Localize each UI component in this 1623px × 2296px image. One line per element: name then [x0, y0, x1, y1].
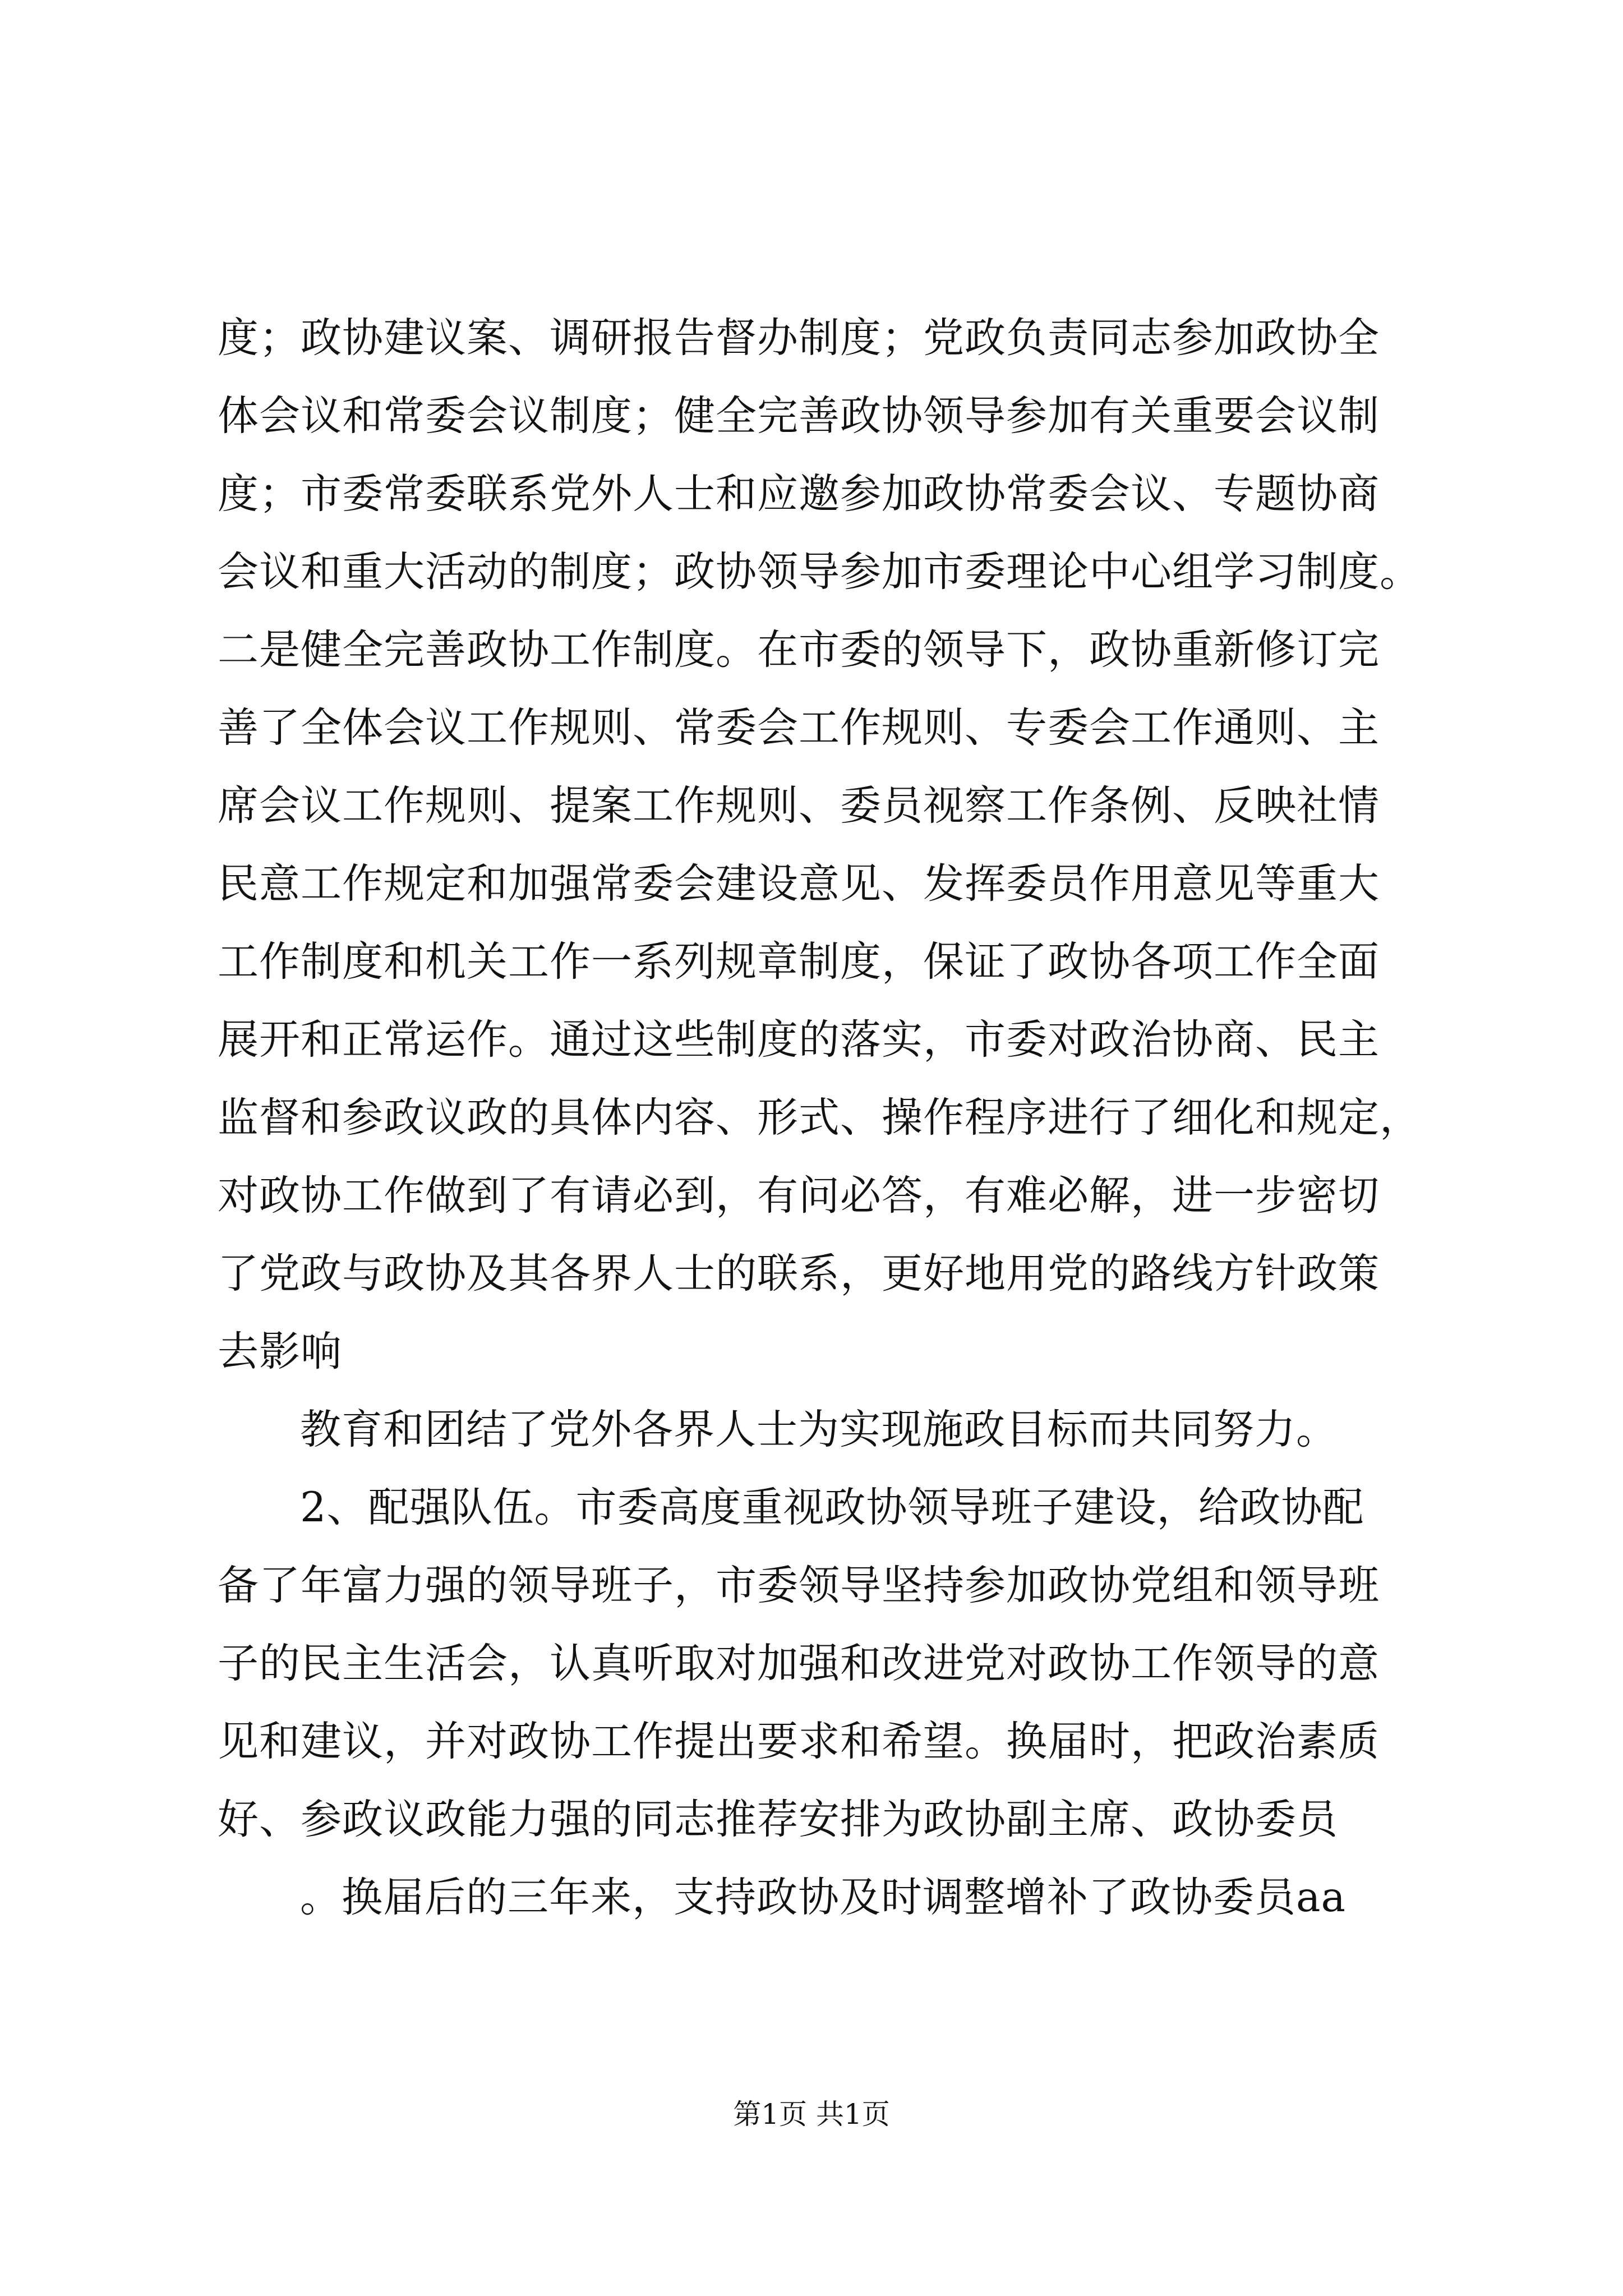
body-text-line: 工作制度和机关工作一系列规章制度，保证了政协各项工作全面	[218, 938, 1380, 986]
paragraph-first-line: 。换届后的三年来，支持政协及时调整增补了政协委员aa	[300, 1874, 1347, 1921]
body-text-line: 会议和重大活动的制度；政协领导参加市委理论中心组学习制度。	[218, 548, 1421, 596]
paragraph-first-line: 2、配强队伍。市委高度重视政协领导班子建设，给政协配	[300, 1484, 1364, 1531]
body-text-line: 度；政协建议案、调研报告督办制度；党政负责同志参加政协全	[218, 314, 1380, 362]
body-text-line: 善了全体会议工作规则、常委会工作规则、专委会工作通则、主	[218, 704, 1380, 752]
body-text-line: 备了年富力强的领导班子，市委领导坚持参加政协党组和领导班	[218, 1562, 1380, 1609]
body-text-line: 二是健全完善政协工作制度。在市委的领导下，政协重新修订完	[218, 626, 1380, 674]
body-text-line: 见和建议，并对政协工作提出要求和希望。换届时，把政治素质	[218, 1718, 1380, 1765]
body-text-line: 监督和参政议政的具体内容、形式、操作程序进行了细化和规定，	[218, 1094, 1421, 1142]
paragraph-first-line: 教育和团结了党外各界人士为实现施政目标而共同努力。	[300, 1406, 1338, 1453]
body-text-line: 子的民主生活会，认真听取对加强和改进党对政协工作领导的意	[218, 1640, 1380, 1687]
body-text-line: 展开和正常运作。通过这些制度的落实，市委对政治协商、民主	[218, 1016, 1380, 1064]
body-text-line: 了党政与政协及其各界人士的联系，更好地用党的路线方针政策	[218, 1250, 1380, 1297]
body-text-line: 对政协工作做到了有请必到，有问必答，有难必解，进一步密切	[218, 1172, 1380, 1220]
page-number-footer: 第1页 共1页	[733, 2098, 890, 2131]
body-text-line: 民意工作规定和加强常委会建设意见、发挥委员作用意见等重大	[218, 860, 1380, 908]
body-text-line: 体会议和常委会议制度；健全完善政协领导参加有关重要会议制	[218, 392, 1380, 440]
body-text-line: 席会议工作规则、提案工作规则、委员视察工作条例、反映社情	[218, 782, 1380, 830]
body-text-line: 好、参政议政能力强的同志推荐安排为政协副主席、政协委员	[218, 1796, 1338, 1843]
body-text-line: 去影响	[218, 1328, 342, 1375]
body-text-line: 度；市委常委联系党外人士和应邀参加政协常委会议、专题协商	[218, 470, 1380, 518]
